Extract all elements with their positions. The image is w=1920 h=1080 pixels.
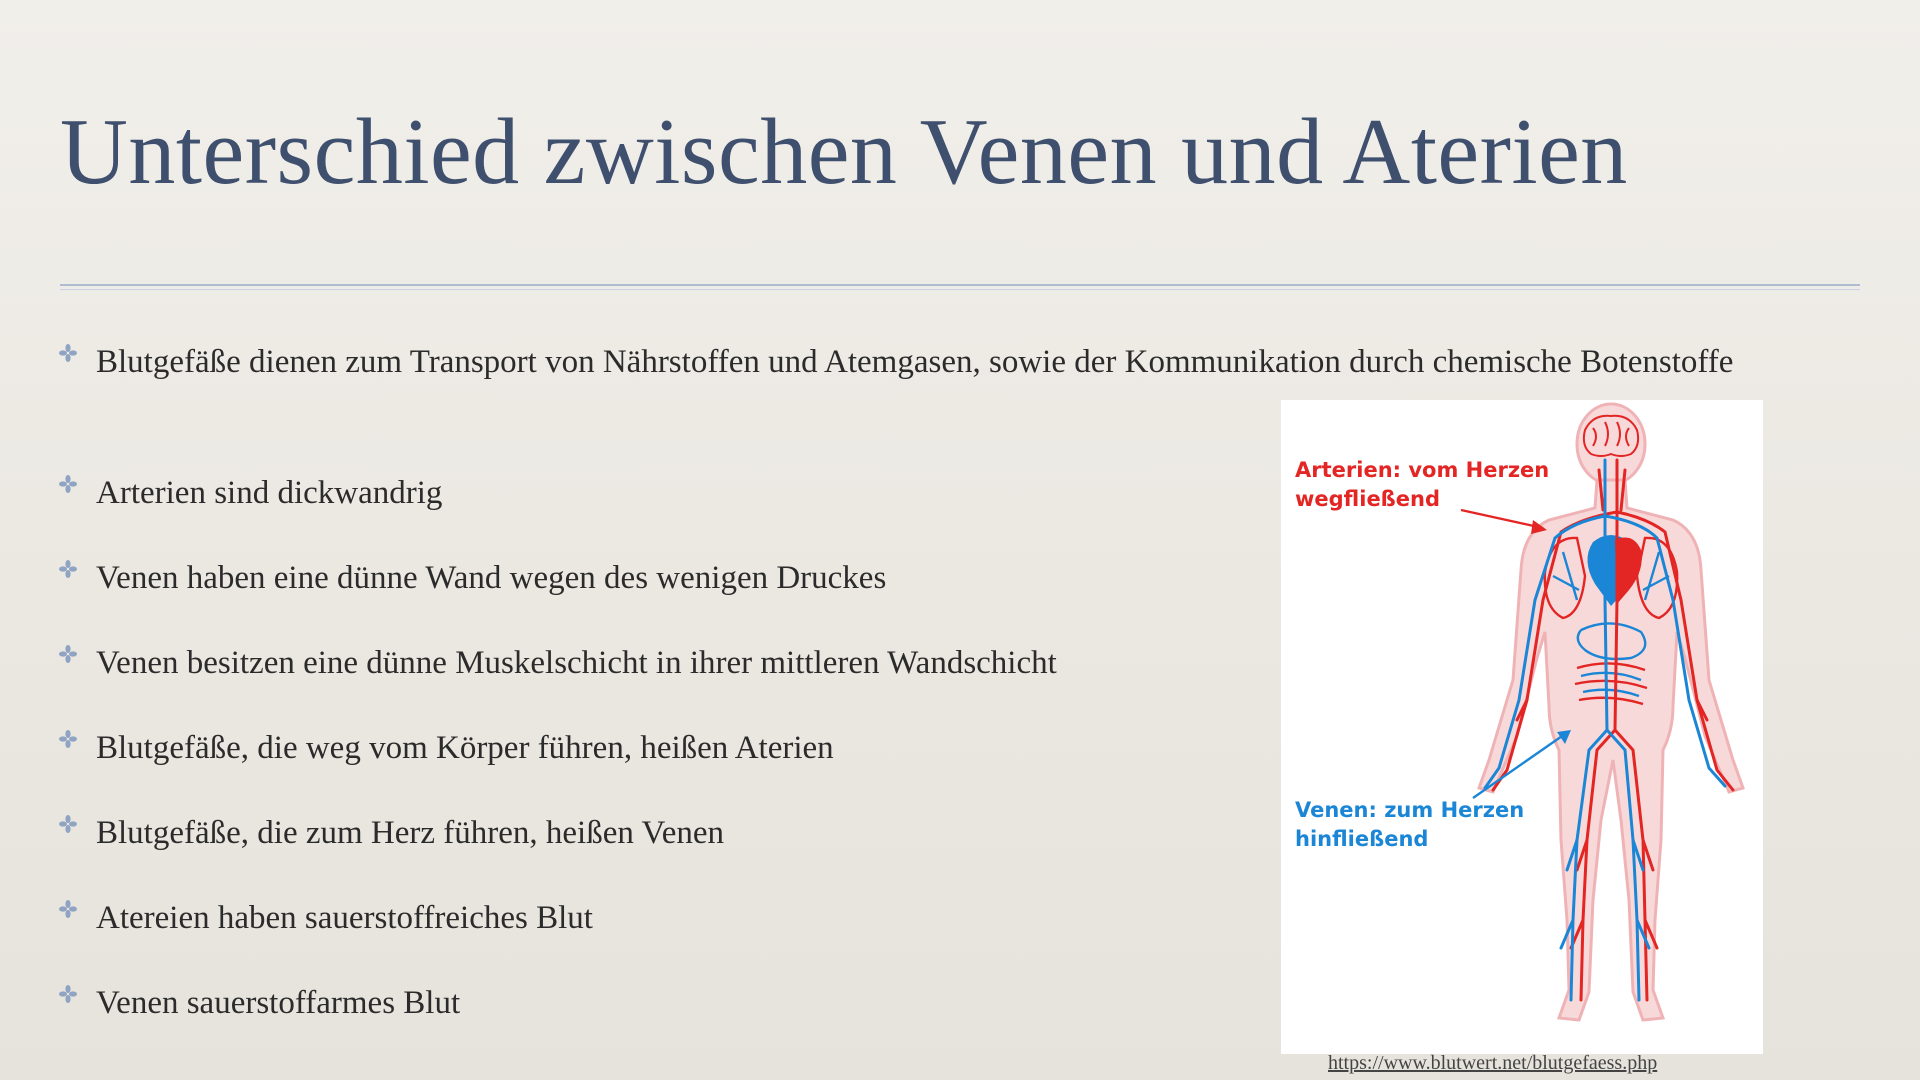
bullet-text: Blutgefäße, die weg vom Körper führen, heißen Aterien bbox=[96, 730, 834, 766]
bullet-text: Blutgefäße, die zum Herz führen, heißen Venen bbox=[96, 815, 724, 851]
bullet-text: Venen besitzen eine dünne Muskelschicht in ihrer mittleren Wandschicht bbox=[96, 645, 1057, 681]
title-divider bbox=[60, 284, 1860, 286]
bullet-item bbox=[58, 555, 886, 601]
title-divider-thin bbox=[60, 289, 1860, 290]
four-petal-flower-icon bbox=[58, 725, 96, 753]
four-petal-flower-icon bbox=[58, 640, 96, 668]
bullet-text: Atereien haben sauerstoffreiches Blut bbox=[96, 900, 593, 936]
bullet-text: Venen sauerstoffarmes Blut bbox=[96, 985, 461, 1021]
venen-label bbox=[1295, 796, 1524, 854]
slide-title: Unterschied zwischen Venen und Aterien bbox=[60, 100, 1628, 204]
circulatory-system-figure bbox=[1281, 400, 1763, 1054]
venen-label-line2: hinfließend bbox=[1295, 827, 1429, 851]
four-petal-flower-icon bbox=[58, 339, 96, 367]
bullet-item bbox=[58, 895, 593, 941]
bullet-item bbox=[58, 725, 834, 771]
bullet-item bbox=[58, 470, 442, 516]
four-petal-flower-icon bbox=[58, 895, 96, 923]
bullet-text: Venen haben eine dünne Wand wegen des wenigen Druckes bbox=[96, 560, 887, 596]
bullet-item bbox=[58, 339, 1826, 385]
source-link[interactable]: https://www.blutwert.net/blutgefaess.php bbox=[1328, 1052, 1658, 1074]
bullet-item bbox=[58, 640, 1057, 686]
four-petal-flower-icon bbox=[58, 470, 96, 498]
four-petal-flower-icon bbox=[58, 555, 96, 583]
four-petal-flower-icon bbox=[58, 810, 96, 838]
bullet-item bbox=[58, 980, 460, 1026]
bullet-text: Arterien sind dickwandrig bbox=[96, 475, 443, 511]
bullet-text: Blutgefäße dienen zum Transport von Nährstoffen und Atemgasen, sowie der Kommunikation durch chemische Botenstoffe bbox=[96, 344, 1734, 380]
bullet-item bbox=[58, 810, 724, 856]
arterien-label bbox=[1295, 456, 1549, 514]
venen-label-line1: Venen: zum Herzen bbox=[1295, 798, 1525, 822]
arterien-label-line2: wegfließend bbox=[1295, 487, 1441, 511]
four-petal-flower-icon bbox=[58, 980, 96, 1008]
arterien-label-line1: Arterien: vom Herzen bbox=[1295, 458, 1550, 482]
